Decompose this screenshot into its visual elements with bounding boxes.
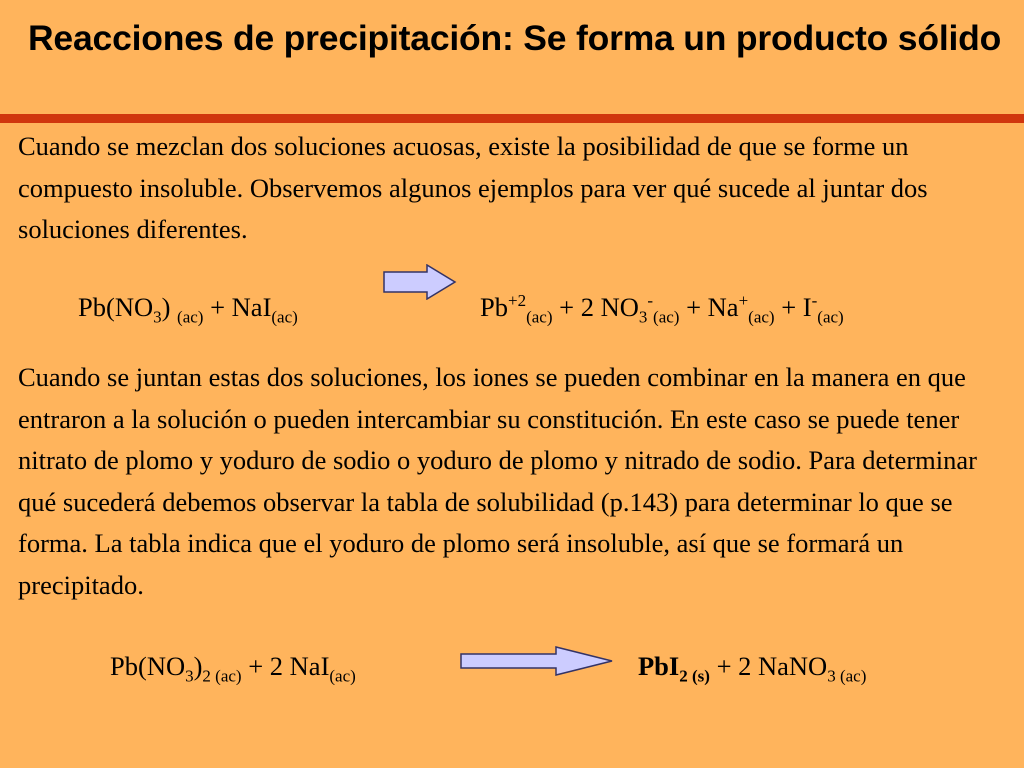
eq-subscript: (ac) — [748, 307, 775, 327]
reaction-arrow-1 — [383, 264, 457, 300]
eq-text: ) — [193, 651, 203, 681]
eq-superscript: +2 — [508, 291, 527, 311]
eq-text: Pb(NO — [78, 292, 154, 322]
reaction-arrow-2 — [460, 646, 614, 676]
eq-text: ) — [161, 292, 171, 322]
explanation-paragraph: Cuando se juntan estas dos soluciones, los iones se pueden combinar en la manera en que entraron a la solución o pueden intercambiar su constitución. En este caso se puede tener nitrato de plomo y yoduro de sodio o yoduro de plomo y nitrado de sodio. Para determinar qué sucederá debemos observar la tabla de solubilidad (p.143) para determinar lo que se forma. La tabla indica que el yoduro de plomo será insoluble, así que se formará un precipitado. — [18, 362, 977, 600]
eq-text: + NaI — [203, 292, 272, 322]
eq-text: Pb — [480, 292, 508, 322]
eq-subscript: 3 — [153, 307, 162, 327]
eq-subscript: 3 — [638, 307, 648, 327]
eq-text: Pb(NO — [110, 651, 186, 681]
eq-subscript: (ac) — [271, 307, 298, 327]
eq-text: + 2 NaI — [241, 651, 330, 681]
title-divider — [0, 114, 1024, 123]
eq-text: + Na — [679, 292, 739, 322]
eq-text: + 2 NO — [552, 292, 639, 322]
eq-subscript: (ac) — [329, 666, 356, 686]
eq-subscript: 3 (ac) — [827, 666, 867, 686]
eq-text: + 2 NaNO — [709, 651, 828, 681]
eq-subscript: 2 (s) — [679, 666, 710, 686]
equation1-products — [480, 291, 844, 327]
eq-subscript: 2 (ac) — [202, 666, 242, 686]
eq-superscript: + — [738, 291, 749, 311]
intro-paragraph: Cuando se mezclan dos soluciones acuosas, existe la posibilidad de que se forme un compuesto insoluble. Observemos algunos ejemplos para ver qué sucede al juntar dos soluciones diferentes. — [18, 131, 928, 244]
eq-subscript: (ac) — [653, 307, 680, 327]
eq-subscript: (ac) — [817, 307, 844, 327]
eq-superscript: - — [811, 291, 818, 311]
equation1-reactants — [78, 292, 298, 327]
slide-title: Reacciones de precipitación: Se forma un producto sólido — [28, 18, 1002, 58]
equation2-reactants — [110, 651, 356, 686]
precipitate-formula: PbI — [638, 651, 680, 681]
eq-subscript: 3 — [185, 666, 194, 686]
eq-subscript: (ac) — [526, 307, 553, 327]
eq-text: + I — [774, 292, 812, 322]
eq-subscript: (ac) — [177, 307, 204, 327]
eq-superscript: - — [647, 291, 654, 311]
equation2-products — [638, 651, 867, 686]
